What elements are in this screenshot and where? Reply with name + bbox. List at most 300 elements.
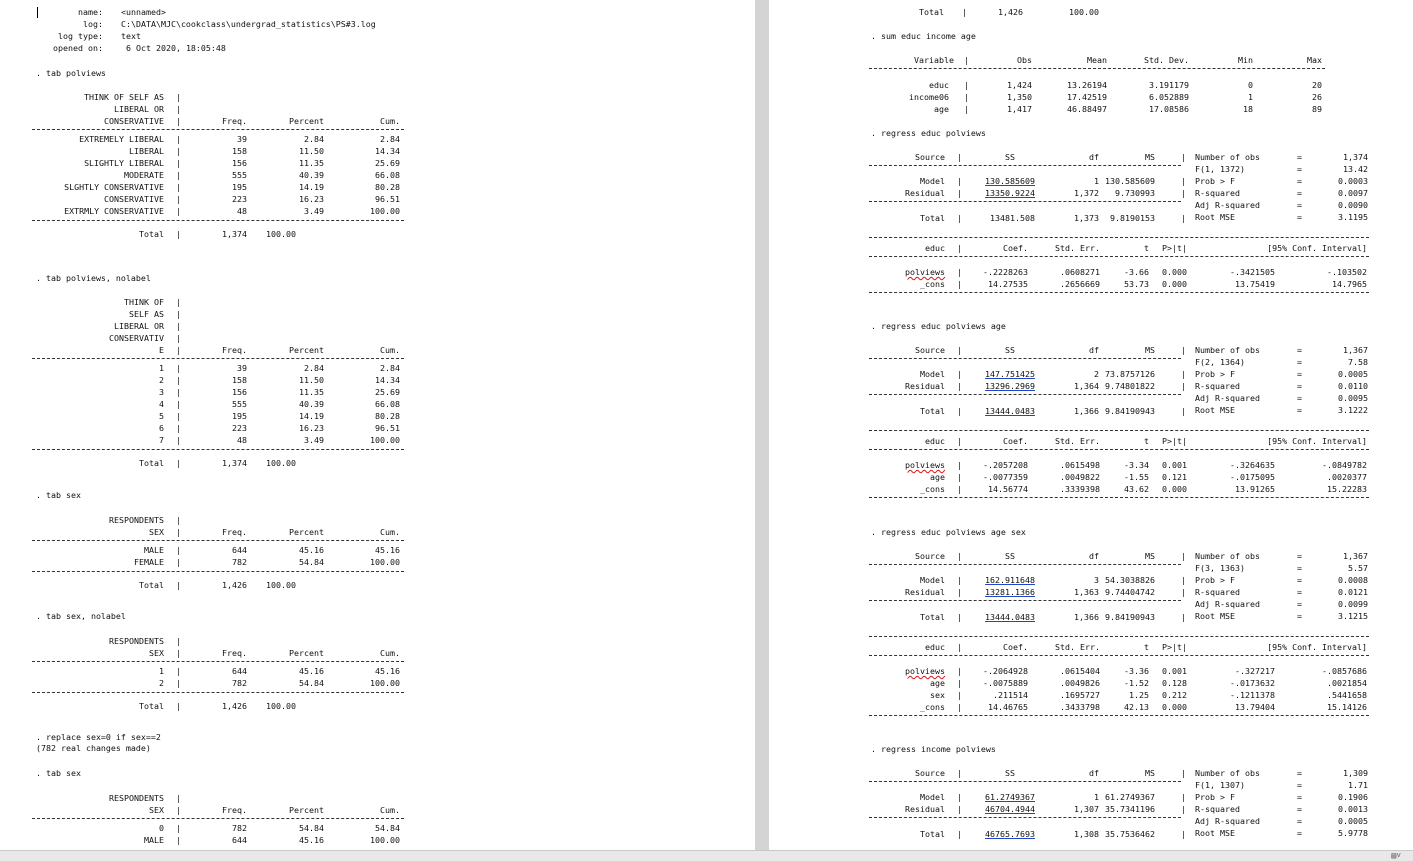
col-header: Cum. (380, 116, 400, 126)
col-header: P>|t| (1162, 436, 1187, 446)
table-cell: 158 (232, 146, 247, 156)
stat-equals: = (1297, 164, 1302, 174)
table-cell: 223 (232, 194, 247, 204)
coef-cell: 0.121 (1162, 472, 1187, 482)
t2-var-label: CONSERVATIV (109, 333, 164, 343)
anova-row-label: Residual (905, 587, 945, 597)
command-line: . tab polviews (36, 68, 106, 78)
column-divider: | (176, 229, 181, 239)
total-label: Total (139, 701, 164, 711)
anova-row-label: Model (920, 575, 945, 585)
table-cell: 96.51 (375, 194, 400, 204)
stat-value: 0.0097 (1338, 188, 1368, 198)
stat-label: R-squared (1195, 804, 1240, 814)
separator-line (32, 129, 404, 130)
coef-cell: .0615498 (1060, 460, 1100, 470)
stat-value: 13.42 (1343, 164, 1368, 174)
anova-row-label: Model (920, 792, 945, 802)
anova-df: 1,308 (1074, 829, 1099, 839)
coef-row-label: _cons (920, 484, 945, 494)
column-divider: | (1181, 612, 1186, 622)
table-cell: 66.08 (375, 399, 400, 409)
anova-df: 1 (1094, 176, 1099, 186)
table-cell: 39 (237, 363, 247, 373)
separator-line (32, 449, 404, 450)
coef-cell: -.0075889 (983, 678, 1028, 688)
opened-value: 6 Oct 2020, 18:05:48 (126, 43, 226, 53)
table-row-label: 1 (159, 363, 164, 373)
anova-total-label: Total (920, 213, 945, 223)
stat-label: Root MSE (1195, 405, 1235, 415)
table-cell: 17.42519 (1067, 92, 1107, 102)
command-line: . regress educ polviews age (871, 321, 1006, 331)
table-cell: 11.50 (299, 375, 324, 385)
coef-row-label: _cons (920, 279, 945, 289)
table-cell: 45.16 (299, 545, 324, 555)
anova-ss: 46704.4944 (985, 804, 1035, 814)
stat-equals: = (1297, 188, 1302, 198)
stat-equals: = (1297, 611, 1302, 621)
separator-line (869, 636, 1369, 637)
total-freq: 1,374 (222, 458, 247, 468)
separator-line (869, 358, 1181, 359)
table-cell: 89 (1312, 104, 1322, 114)
col-header: Freq. (222, 345, 247, 355)
table-cell: 26 (1312, 92, 1322, 102)
table-cell: 223 (232, 423, 247, 433)
coef-cell: -.1211378 (1230, 690, 1275, 700)
coef-cell: -.327217 (1235, 666, 1275, 676)
anova-ms: 9.74801822 (1105, 381, 1155, 391)
anova-ms: 9.8190153 (1110, 213, 1155, 223)
col-header: Coef. (1003, 243, 1028, 253)
coef-row-label: polviews (905, 460, 945, 470)
coef-cell: 14.27535 (988, 279, 1028, 289)
table-row-label: MALE (144, 835, 164, 845)
column-divider: | (176, 92, 181, 102)
column-divider: | (1181, 152, 1186, 162)
total-label: Total (139, 458, 164, 468)
stat-equals: = (1297, 381, 1302, 391)
table-row-label: 1 (159, 666, 164, 676)
coef-cell: 0.001 (1162, 460, 1187, 470)
col-header: [95% Conf. Interval] (1267, 642, 1367, 652)
column-divider: | (957, 152, 962, 162)
col-header: Obs (1017, 55, 1032, 65)
stat-value: 0.0013 (1338, 804, 1368, 814)
anova-total-label: Total (920, 612, 945, 622)
anova-ms: 9.84190943 (1105, 406, 1155, 416)
col-header: Source (915, 152, 945, 162)
column-divider: | (176, 678, 181, 688)
column-divider: | (176, 557, 181, 567)
col-header: MS (1145, 551, 1155, 561)
col-header: Source (915, 551, 945, 561)
anova-ss: 130.585609 (985, 176, 1035, 186)
log-label: log: (83, 19, 103, 29)
stat-label: R-squared (1195, 587, 1240, 597)
command-line: . tab polviews, nolabel (36, 273, 151, 283)
table-cell: 100.00 (370, 835, 400, 845)
coef-cell: -1.52 (1124, 678, 1149, 688)
coef-cell: 0.000 (1162, 279, 1187, 289)
separator-line (869, 394, 1181, 395)
anova-ms: 54.3038826 (1105, 575, 1155, 585)
table-cell: 16.23 (299, 423, 324, 433)
table-cell: 25.69 (375, 158, 400, 168)
anova-ss: 147.751425 (985, 369, 1035, 379)
stat-equals: = (1297, 176, 1302, 186)
column-divider: | (957, 768, 962, 778)
stat-equals: = (1297, 200, 1302, 210)
table-cell: 2.84 (380, 363, 400, 373)
table-cell: 1,424 (1007, 80, 1032, 90)
col-header: df (1089, 551, 1099, 561)
stat-equals: = (1297, 345, 1302, 355)
column-divider: | (1181, 587, 1186, 597)
dep-var-label: educ (925, 243, 945, 253)
anova-row-label: Model (920, 369, 945, 379)
stat-label: Adj R-squared (1195, 599, 1260, 609)
column-divider: | (1181, 345, 1186, 355)
stat-label: Prob > F (1195, 792, 1235, 802)
stat-label: Number of obs (1195, 768, 1260, 778)
column-divider: | (957, 472, 962, 482)
table-cell: 54.84 (375, 823, 400, 833)
table-row-label: 6 (159, 423, 164, 433)
coef-cell: 53.73 (1124, 279, 1149, 289)
coef-cell: .0615404 (1060, 666, 1100, 676)
t3-var-label: RESPONDENTS (109, 515, 164, 525)
total-freq: 1,374 (222, 229, 247, 239)
column-divider: | (176, 333, 181, 343)
anova-df: 1,366 (1074, 612, 1099, 622)
separator-line (869, 256, 1369, 257)
anova-ms: 35.7536462 (1105, 829, 1155, 839)
column-divider: | (1181, 176, 1186, 186)
column-divider: | (1181, 792, 1186, 802)
separator-line (869, 715, 1369, 716)
name-label: name: (78, 7, 103, 17)
coef-cell: .0021854 (1327, 678, 1367, 688)
col-header: SS (1005, 768, 1015, 778)
table-cell: 158 (232, 375, 247, 385)
table-row-label: FEMALE (134, 557, 164, 567)
anova-df: 1,363 (1074, 587, 1099, 597)
column-divider: | (1181, 829, 1186, 839)
table-cell: 100.00 (370, 435, 400, 445)
table-cell: 54.84 (299, 678, 324, 688)
col-header: df (1089, 768, 1099, 778)
command-line: . regress educ polviews age sex (871, 527, 1026, 537)
anova-df: 1,373 (1074, 213, 1099, 223)
anova-ss: 46765.7693 (985, 829, 1035, 839)
stat-value: 1,309 (1343, 768, 1368, 778)
column-divider: | (176, 375, 181, 385)
column-divider: | (957, 804, 962, 814)
column-divider: | (176, 636, 181, 646)
col-header: MS (1145, 345, 1155, 355)
column-divider: | (176, 194, 181, 204)
separator-line (869, 564, 1181, 565)
column-divider: | (176, 345, 181, 355)
stat-value: 1,367 (1343, 345, 1368, 355)
total-percent: 100.00 (266, 458, 296, 468)
table-row-label: LIBERAL (129, 146, 164, 156)
column-divider: | (957, 829, 962, 839)
stat-label: Adj R-squared (1195, 200, 1260, 210)
stat-value: 5.9778 (1338, 828, 1368, 838)
stat-equals: = (1297, 357, 1302, 367)
table-cell: 100.00 (370, 206, 400, 216)
column-divider: | (957, 436, 962, 446)
col-header: Percent (289, 116, 324, 126)
table-cell: 96.51 (375, 423, 400, 433)
table-cell: 3.49 (304, 206, 324, 216)
coef-cell: .3339398 (1060, 484, 1100, 494)
column-divider: | (957, 792, 962, 802)
command-line: . replace sex=0 if sex==2 (36, 732, 161, 742)
anova-ss: 13350.9224 (985, 188, 1035, 198)
column-divider: | (957, 188, 962, 198)
separator-line (32, 220, 404, 221)
total-percent: 100.00 (266, 701, 296, 711)
stat-label: Adj R-squared (1195, 393, 1260, 403)
separator-line (869, 165, 1181, 166)
total-label: Total (139, 580, 164, 590)
table-row-label: EXTREMELY LIBERAL (79, 134, 164, 144)
column-divider: | (176, 104, 181, 114)
log-page-right[interactable] (769, 0, 1413, 850)
table-row-label: income06 (909, 92, 949, 102)
col-header: MS (1145, 768, 1155, 778)
table-row-label: MODERATE (124, 170, 164, 180)
coef-cell: 14.7965 (1332, 279, 1367, 289)
stat-value: 1,374 (1343, 152, 1368, 162)
table-cell: 555 (232, 399, 247, 409)
column-divider: | (176, 206, 181, 216)
table-cell: 11.35 (299, 387, 324, 397)
column-divider: | (176, 134, 181, 144)
column-divider: | (176, 411, 181, 421)
column-divider: | (957, 612, 962, 622)
column-divider: | (1181, 804, 1186, 814)
coef-cell: -.0849782 (1322, 460, 1367, 470)
table-row-label: 7 (159, 435, 164, 445)
column-divider: | (176, 823, 181, 833)
col-header: Min (1238, 55, 1253, 65)
table-cell: 100.00 (370, 557, 400, 567)
coef-cell: 0.001 (1162, 666, 1187, 676)
col-header: Mean (1087, 55, 1107, 65)
anova-ms: 61.2749367 (1105, 792, 1155, 802)
table-cell: 66.08 (375, 170, 400, 180)
anova-ss: 13296.2969 (985, 381, 1035, 391)
column-divider: | (176, 701, 181, 711)
stat-value: 0.0003 (1338, 176, 1368, 186)
t1-var-label: LIBERAL OR (114, 104, 164, 114)
column-divider: | (957, 279, 962, 289)
column-divider: | (176, 363, 181, 373)
column-divider: | (957, 484, 962, 494)
coef-cell: 13.91265 (1235, 484, 1275, 494)
col-header: Cum. (380, 805, 400, 815)
col-header: Freq. (222, 116, 247, 126)
column-divider: | (957, 587, 962, 597)
t1-var-label: THINK OF SELF AS (84, 92, 164, 102)
col-header: Percent (289, 648, 324, 658)
coef-cell: .5441658 (1327, 690, 1367, 700)
table-cell: 644 (232, 545, 247, 555)
total-percent: 100.00 (1069, 7, 1099, 17)
anova-ss: 162.911648 (985, 575, 1035, 585)
col-header: df (1089, 152, 1099, 162)
column-divider: | (176, 515, 181, 525)
coef-cell: .1695727 (1060, 690, 1100, 700)
stat-label: Root MSE (1195, 212, 1235, 222)
column-divider: | (176, 835, 181, 845)
stat-label: F(2, 1364) (1195, 357, 1245, 367)
coef-cell: -1.55 (1124, 472, 1149, 482)
column-divider: | (957, 176, 962, 186)
coef-cell: 15.22283 (1327, 484, 1367, 494)
coef-cell: .0049826 (1060, 678, 1100, 688)
column-divider: | (176, 648, 181, 658)
table-cell: 20 (1312, 80, 1322, 90)
stat-value: 1.71 (1348, 780, 1368, 790)
t4-var-label: RESPONDENTS (109, 636, 164, 646)
column-divider: | (957, 690, 962, 700)
col-header: [95% Conf. Interval] (1267, 436, 1367, 446)
stat-equals: = (1297, 405, 1302, 415)
paste-options-icon[interactable]: ▤˅ (1391, 851, 1401, 860)
stat-value: 3.1215 (1338, 611, 1368, 621)
anova-df: 1,366 (1074, 406, 1099, 416)
col-header: SS (1005, 551, 1015, 561)
coef-cell: .3433798 (1060, 702, 1100, 712)
stat-value: 0.0005 (1338, 816, 1368, 826)
separator-line (32, 571, 404, 572)
t1-var-label: CONSERVATIVE (104, 116, 164, 126)
col-header: P>|t| (1162, 642, 1187, 652)
coef-cell: -.2228263 (983, 267, 1028, 277)
col-header: Std. Err. (1055, 642, 1100, 652)
separator-line (869, 292, 1369, 293)
coef-row-label: polviews (905, 666, 945, 676)
col-header: SS (1005, 345, 1015, 355)
table-row-label: 4 (159, 399, 164, 409)
separator-line (32, 818, 404, 819)
separator-line (869, 781, 1181, 782)
column-divider: | (176, 435, 181, 445)
separator-line (869, 201, 1181, 202)
stat-label: Number of obs (1195, 551, 1260, 561)
table-cell: 1,350 (1007, 92, 1032, 102)
column-divider: | (957, 702, 962, 712)
table-row-label: EXTRMLY CONSERVATIVE (64, 206, 164, 216)
column-divider: | (1181, 213, 1186, 223)
table-cell: 80.28 (375, 411, 400, 421)
stat-equals: = (1297, 816, 1302, 826)
stat-equals: = (1297, 563, 1302, 573)
stat-equals: = (1297, 551, 1302, 561)
stat-value: 0.0121 (1338, 587, 1368, 597)
anova-row-label: Residual (905, 188, 945, 198)
col-header: P>|t| (1162, 243, 1187, 253)
stat-value: 5.57 (1348, 563, 1368, 573)
col-header: Max (1307, 55, 1322, 65)
stat-equals: = (1297, 212, 1302, 222)
table-row-label: MALE (144, 545, 164, 555)
stat-equals: = (1297, 369, 1302, 379)
anova-ss: 13281.1366 (985, 587, 1035, 597)
column-divider: | (176, 321, 181, 331)
anova-ms: 9.74404742 (1105, 587, 1155, 597)
coef-cell: -.0857686 (1322, 666, 1367, 676)
table-cell: 6.052889 (1149, 92, 1189, 102)
column-divider: | (176, 309, 181, 319)
table-cell: 48 (237, 206, 247, 216)
total-label: Total (139, 229, 164, 239)
table-cell: 644 (232, 835, 247, 845)
total-freq: 1,426 (222, 580, 247, 590)
anova-df: 1,372 (1074, 188, 1099, 198)
table-row-label: 0 (159, 823, 164, 833)
col-header: t (1144, 642, 1149, 652)
table-row-label: age (934, 104, 949, 114)
t5-var-label: RESPONDENTS (109, 793, 164, 803)
col-header: Std. Dev. (1144, 55, 1189, 65)
col-header: Source (915, 768, 945, 778)
stat-value: 0.0099 (1338, 599, 1368, 609)
separator-line (869, 68, 1325, 69)
coef-cell: -.0173632 (1230, 678, 1275, 688)
column-divider: | (964, 55, 969, 65)
coef-cell: -3.34 (1124, 460, 1149, 470)
table-row-label: CONSERVATIVE (104, 194, 164, 204)
coef-cell: 0.000 (1162, 702, 1187, 712)
anova-ms: 9.730993 (1115, 188, 1155, 198)
col-header: Percent (289, 345, 324, 355)
column-divider: | (1181, 551, 1186, 561)
coef-cell: 43.62 (1124, 484, 1149, 494)
coef-row-label: polviews (905, 267, 945, 277)
column-divider: | (964, 80, 969, 90)
stat-value: 0.0008 (1338, 575, 1368, 585)
table-row-label: SLIGHTLY LIBERAL (84, 158, 164, 168)
coef-cell: -.0175095 (1230, 472, 1275, 482)
stat-value: 0.0110 (1338, 381, 1368, 391)
anova-ss: 61.2749367 (985, 792, 1035, 802)
table-cell: 156 (232, 158, 247, 168)
stat-value: 3.1222 (1338, 405, 1368, 415)
command-line: . regress income polviews (871, 744, 996, 754)
log-path: C:\DATA\MJC\cookclass\undergrad_statistics\PS#3.log (121, 19, 376, 29)
column-divider: | (957, 381, 962, 391)
column-divider: | (957, 666, 962, 676)
table-cell: 13.26194 (1067, 80, 1107, 90)
table-cell: 2.84 (304, 363, 324, 373)
command-output: (782 real changes made) (36, 743, 151, 753)
anova-ss: 13481.508 (990, 213, 1035, 223)
coef-row-label: _cons (920, 702, 945, 712)
total-freq: 1,426 (222, 701, 247, 711)
table-row-label: 3 (159, 387, 164, 397)
column-divider: | (176, 545, 181, 555)
anova-ss: 13444.0483 (985, 612, 1035, 622)
column-divider: | (1181, 768, 1186, 778)
anova-ms: 130.585609 (1105, 176, 1155, 186)
